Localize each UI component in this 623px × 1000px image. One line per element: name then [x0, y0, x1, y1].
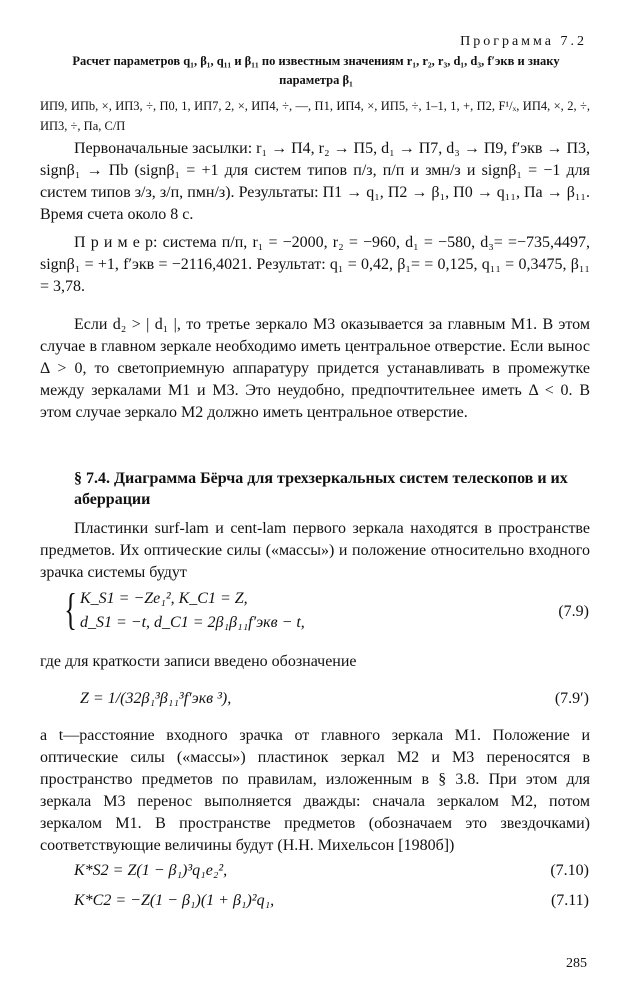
equation-7-10: K*S2 = Z(1 − β₁)³q₁e₂², — [74, 862, 228, 879]
program-label: Программа 7.2 — [460, 34, 587, 49]
equation-7-11: K*C2 = −Z(1 − β₁)(1 + β₁)²q₁, — [74, 892, 275, 909]
program-caption — [40, 52, 592, 90]
program-caption-line2: параметра β₁ — [279, 73, 353, 87]
equation-7-9-line2: d_S1 = −t, d_C1 = 2β₁β₁₁f′экв − t, — [80, 614, 305, 631]
left-brace: { — [64, 585, 77, 634]
paragraph-mirror-note: Если d₂ > | d₁ |, то третье зеркало М3 оказывается за главным М1. В этом случае в главном зеркале необходимо иметь центральное отверстие. Если вынос Δ > 0, то светоприемную аппаратуру придется устанавливать в промежутке между зеркалами М1 и М3. Это неудобно, предпочтительнее иметь Δ < 0. В этом случае зеркало М2 должно иметь центральное отверстие. — [40, 316, 590, 421]
section-heading: § 7.4. Диаграмма Бёрча для трехзеркальных систем телескопов и их аберрации — [74, 470, 568, 508]
equation-7-10-number: (7.10) — [550, 862, 589, 879]
paragraph-plates: Пластинки surf-lam и cent-lam первого зеркала находятся в пространстве предметов. Их оптические силы («массы») и положение относительно входного зрачка системы будут — [40, 520, 590, 581]
page-number: 285 — [566, 956, 587, 971]
equation-7-9-number: (7.9) — [558, 603, 589, 620]
paragraph-example: П р и м е р: система п/п, r₁ = −2000, r₂ = −960, d₁ = −580, d₃= =−735,4497, signβ₁ = +1, f′экв = −2116,4021. Результат: q₁ = 0,42, β₁= = 0,125, q₁₁ = 0,3475, β₁₁ = 3,78. — [40, 234, 590, 295]
program-caption-line1: Расчет параметров q₁, β₁, q₁₁ и β₁₁ по известным значениям r₁, r₂, r₃, d₁, d₃, f′экв и знаку — [72, 54, 560, 68]
paragraph-initial-inputs: Первоначальные засылки: r₁ → П4, r₂ → П5, d₁ → П7, d₃ → П9, f′экв → П3, signβ₁ → Пb (signβ₁ = +1 для систем типов п/з, п/п и змн/з и signβ₁ = −1 для систем типов з/з, з/п, пмн/з). Результаты: П1 → q₁, П2 → β₁, П0 → q₁₁, Па → β₁₁. Время счета около 8 с. — [40, 140, 590, 223]
equation-7-9-prime: Z = 1/(32β₁³β₁₁³f′экв ³), — [80, 690, 232, 707]
program-code: ИП9, ИПb, ×, ИП3, ÷, П0, 1, ИП7, 2, ×, ИП4, ÷, —, П1, ИП4, ×, ИП5, ÷, 1–1, 1, +, П2, F¹/ₓ, ИП4, ×, 2, ÷, ИП3, ÷, Па, С/П — [40, 99, 590, 133]
paragraph-notation: где для краткости записи введено обозначение — [40, 653, 357, 670]
equation-7-9-prime-number: (7.9′) — [554, 690, 589, 707]
equation-7-9-line1: K_S1 = −Ze₁², K_C1 = Z, — [80, 590, 248, 607]
equation-7-11-number: (7.11) — [550, 892, 589, 909]
paragraph-transfer: а t—расстояние входного зрачка от главного зеркала М1. Положение и оптические силы («массы») пластинок зеркал М2 и М3 переносятся в пространство предметов по правилам, изложенным в § 3.8. При этом для зеркала М3 перенос выполняется дважды: сначала зеркалом М2, потом зеркалом М1. В пространстве предметов (обозначаем это звездочками) соответствующие величины будут (Н.Н. Михельсон [1980б]) — [40, 727, 590, 854]
